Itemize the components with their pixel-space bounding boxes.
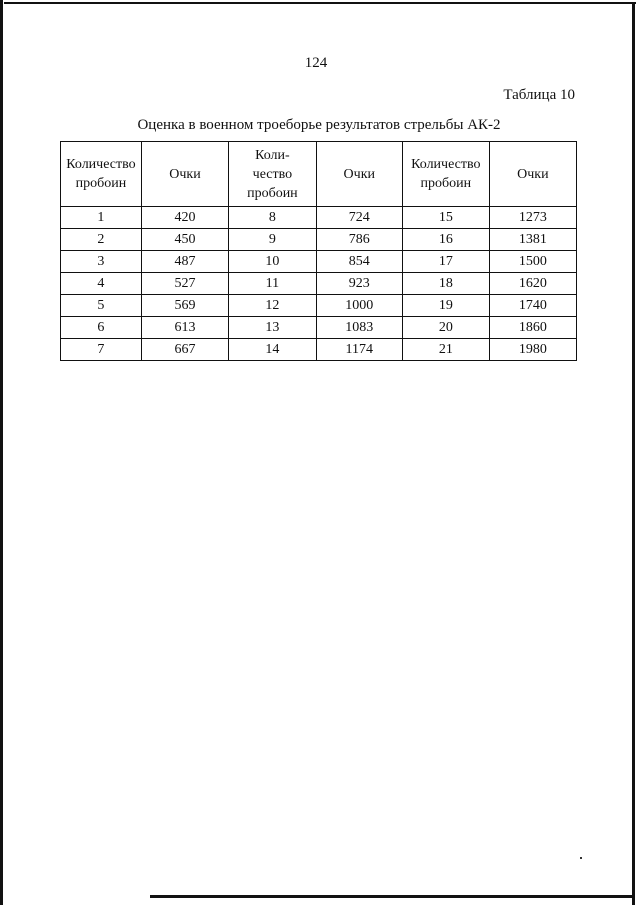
header-line: Очки [169, 166, 201, 182]
header-line: пробоин [75, 176, 127, 191]
header-line: Очки [343, 166, 375, 182]
table-cell: 1620 [489, 273, 576, 295]
table-cell: 450 [141, 229, 228, 251]
table-row [61, 273, 577, 295]
table-cell: 16 [402, 229, 489, 251]
table-cell: 854 [316, 251, 402, 273]
table-cell: 11 [229, 273, 317, 295]
table-cell: 667 [141, 339, 228, 361]
table-cell: 1174 [316, 339, 402, 361]
table-row [61, 207, 577, 229]
table-cell: 527 [141, 273, 228, 295]
header-points-1 [141, 142, 228, 207]
table-cell: 1 [61, 207, 142, 229]
header-line: пробоин [420, 176, 472, 191]
header-hits-3 [402, 142, 489, 207]
header-points-3 [489, 142, 576, 207]
table-cell: 569 [141, 295, 228, 317]
table-cell: 5 [61, 295, 142, 317]
header-points-2 [316, 142, 402, 207]
table-cell: 420 [141, 207, 228, 229]
table-cell: 13 [229, 317, 317, 339]
table-cell: 6 [61, 317, 142, 339]
table-row [61, 339, 577, 361]
page-number: 124 [304, 55, 328, 71]
header-hits-1 [61, 142, 142, 207]
table-cell: 786 [316, 229, 402, 251]
page-edge-right [632, 4, 635, 905]
table-cell: 10 [229, 251, 317, 273]
table-cell: 1000 [316, 295, 402, 317]
table-cell: 9 [229, 229, 317, 251]
table-cell: 12 [229, 295, 317, 317]
table-row [61, 229, 577, 251]
header-line: пробоин [247, 185, 298, 201]
header-line: Очки [517, 166, 549, 182]
table-cell: 19 [402, 295, 489, 317]
scan-speck [580, 857, 582, 859]
header-line: Количество [66, 157, 136, 172]
table-cell: 8 [229, 207, 317, 229]
table-cell: 7 [61, 339, 142, 361]
table-cell: 14 [229, 339, 317, 361]
table-cell: 613 [141, 317, 228, 339]
table-cell: 15 [402, 207, 489, 229]
table-cell: 1860 [489, 317, 576, 339]
header-row [61, 142, 577, 207]
table-label: Таблица 10 [503, 87, 575, 103]
header-line: Коли- [255, 147, 290, 163]
scoring-table [60, 141, 577, 361]
table-cell: 1083 [316, 317, 402, 339]
table-cell: 1381 [489, 229, 576, 251]
page-edge-top [4, 2, 636, 4]
header-line: Количество [411, 157, 481, 172]
page-edge-left [0, 0, 3, 905]
table-header [61, 142, 577, 207]
table-cell: 17 [402, 251, 489, 273]
table-caption: Оценка в военном троеборье результатов стрельбы АК-2 [137, 117, 501, 133]
table-cell: 4 [61, 273, 142, 295]
table-cell: 1980 [489, 339, 576, 361]
header-line: чество [252, 166, 293, 182]
table-cell: 21 [402, 339, 489, 361]
page-edge-bottom [150, 895, 634, 898]
table-row [61, 251, 577, 273]
table-cell: 3 [61, 251, 142, 273]
table-cell: 724 [316, 207, 402, 229]
table-row [61, 317, 577, 339]
table-cell: 1273 [489, 207, 576, 229]
table-cell: 923 [316, 273, 402, 295]
table-row [61, 295, 577, 317]
table-cell: 1500 [489, 251, 576, 273]
header-hits-2 [229, 142, 317, 207]
table-cell: 18 [402, 273, 489, 295]
table-cell: 487 [141, 251, 228, 273]
table-body [61, 207, 577, 361]
table-cell: 1740 [489, 295, 576, 317]
table-cell: 2 [61, 229, 142, 251]
table-cell: 20 [402, 317, 489, 339]
